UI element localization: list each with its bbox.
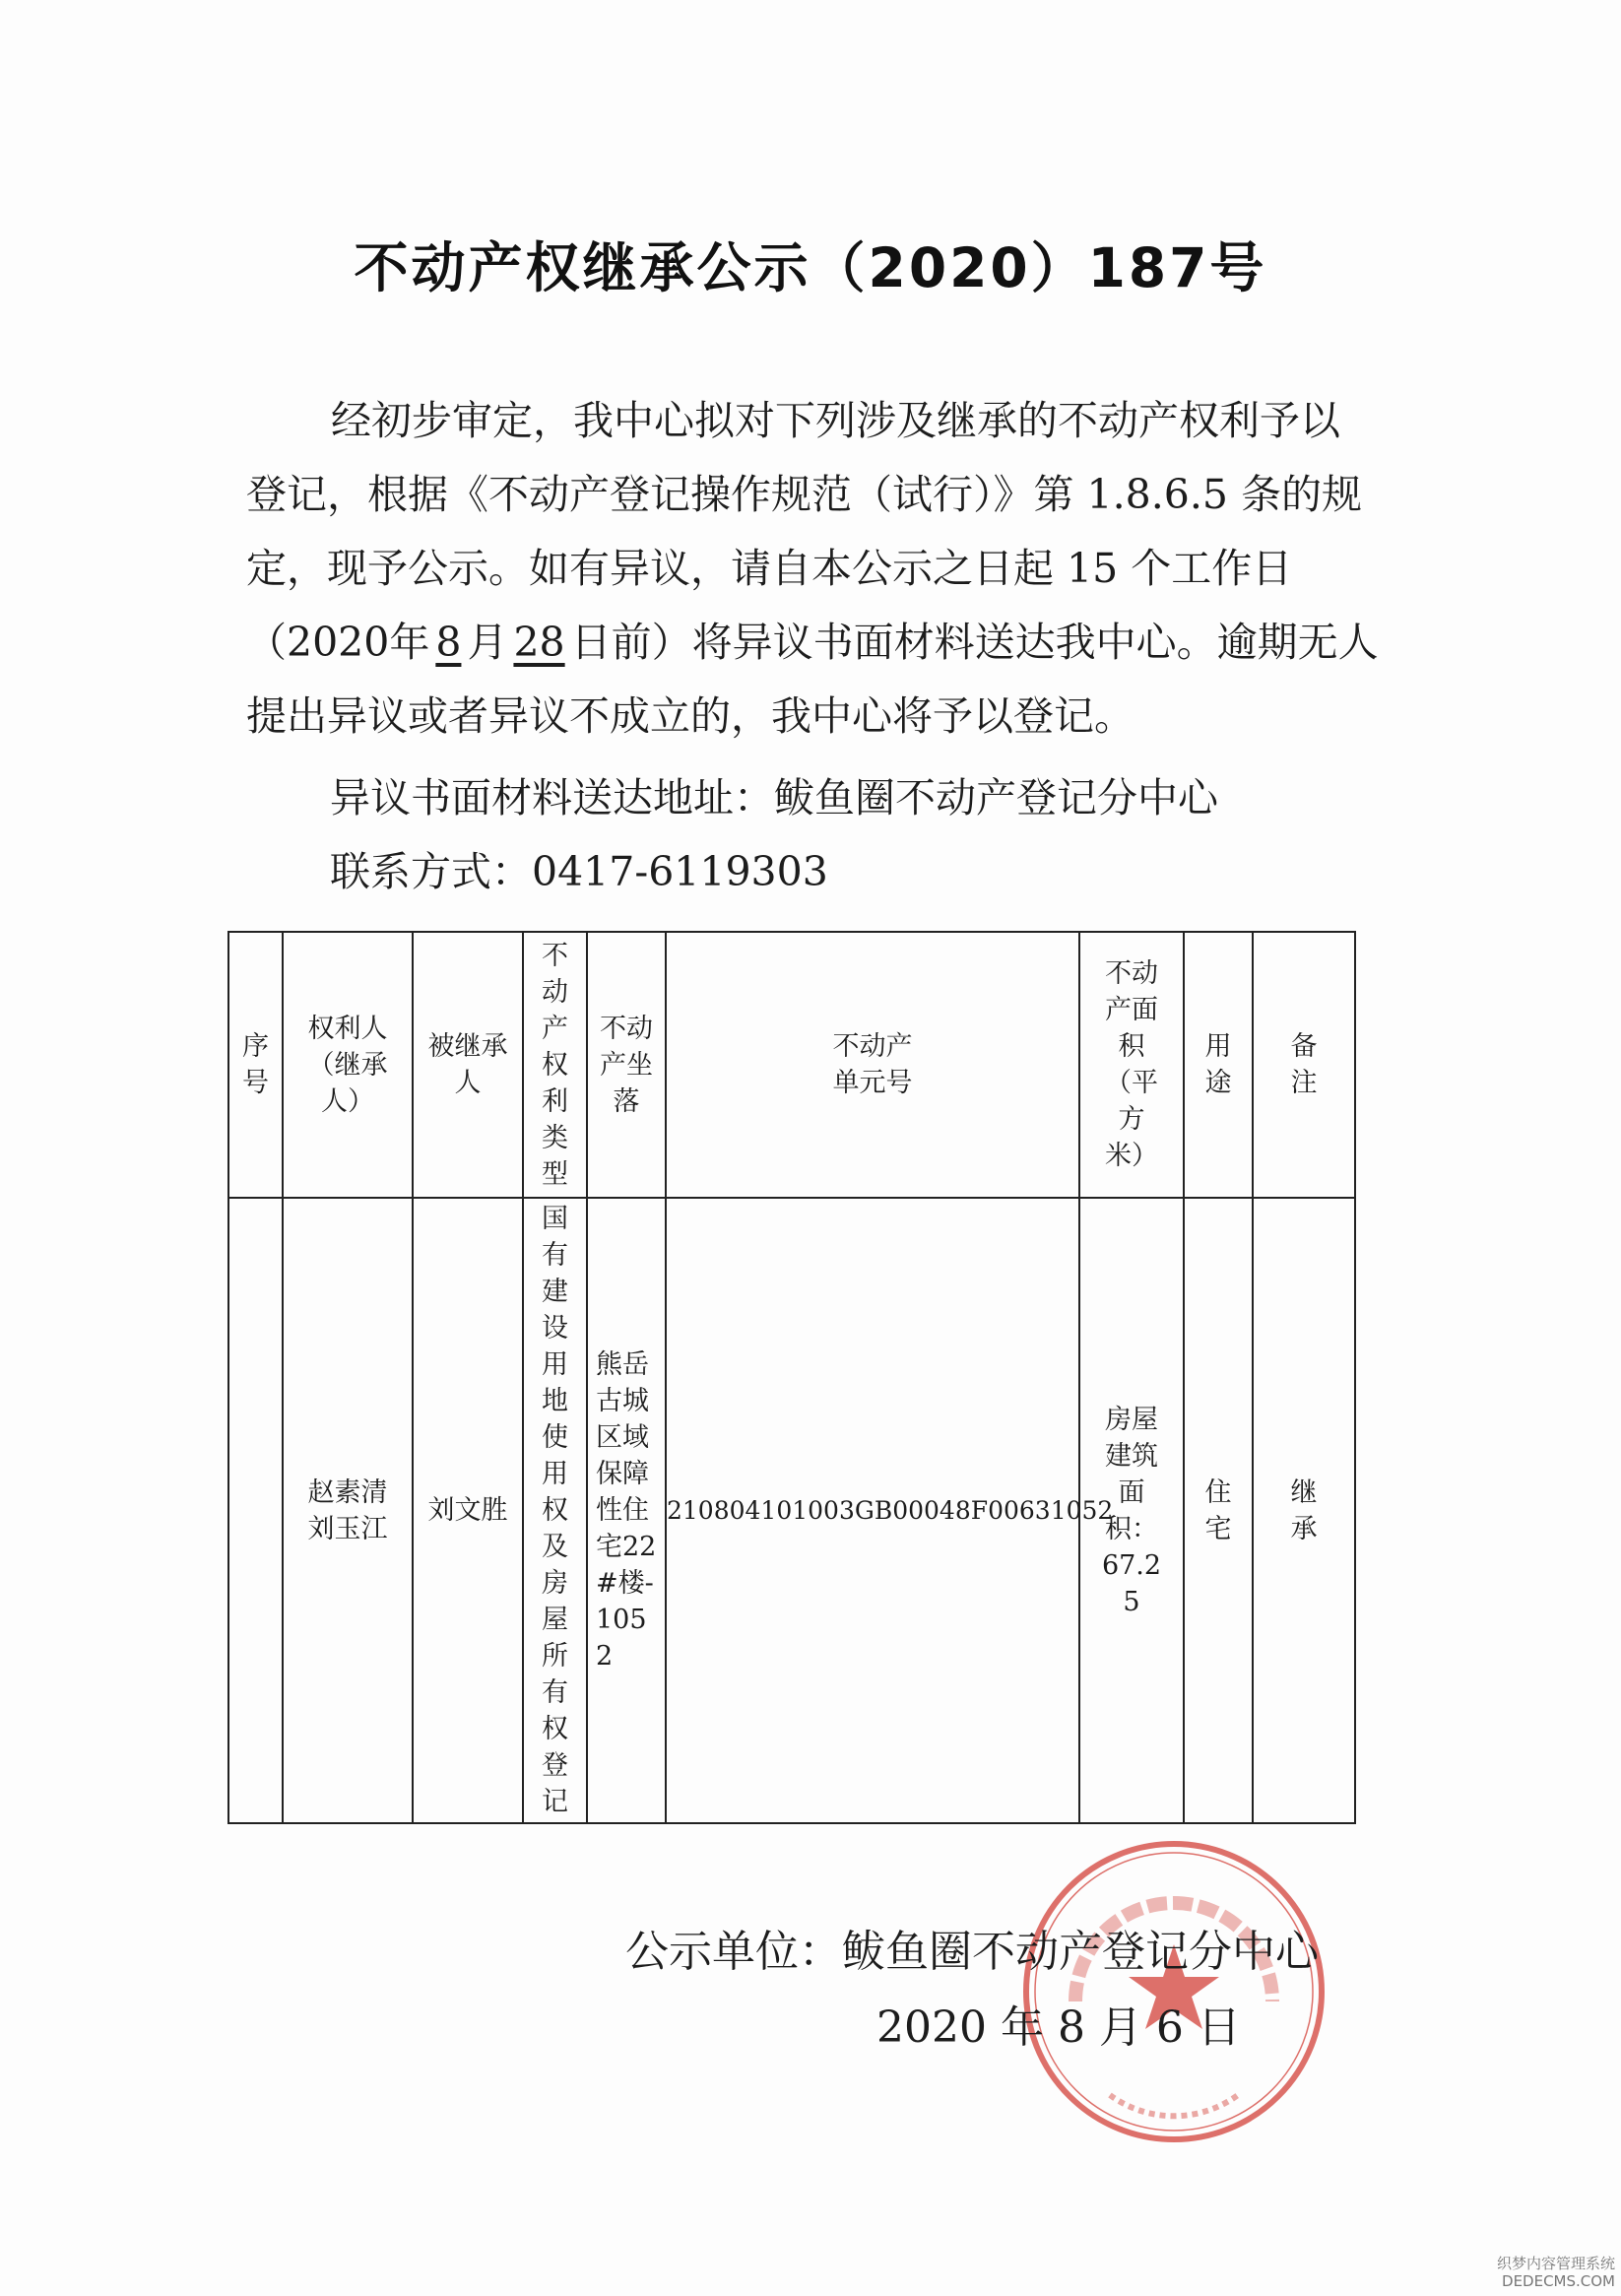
header-decedent: 被继承人 bbox=[413, 932, 523, 1198]
header-area: 不动产面积（平方米） bbox=[1079, 932, 1184, 1198]
header-holder: 权利人（继承人） bbox=[283, 932, 413, 1198]
header-location: 不动产坐落 bbox=[587, 932, 666, 1198]
property-table bbox=[227, 931, 1356, 1824]
watermark-line2: DEDECMS.COM bbox=[1502, 2272, 1615, 2290]
paragraph-text-part1: 经初步审定，我中心拟对下列涉及继承的不动产权利予以登记，根据《不动产登记操作规范（试行）》第 1.8.6.5 条的规定，现予公示。如有异议，请自本公示之日起 15 个工作日（2020年 bbox=[246, 397, 1363, 666]
table-header-row bbox=[228, 932, 1355, 1198]
paragraph-text-month-unit: 月 bbox=[467, 619, 508, 666]
cell-use: 住宅 bbox=[1184, 1198, 1253, 1823]
table-row bbox=[228, 1198, 1355, 1823]
header-right-type: 不动产权利类型 bbox=[523, 932, 587, 1198]
cell-remark: 继承 bbox=[1253, 1198, 1355, 1823]
cell-holder: 赵素清刘玉江 bbox=[283, 1198, 413, 1823]
deadline-day: 28 bbox=[513, 619, 565, 666]
cell-seq bbox=[228, 1198, 283, 1823]
notice-title: 不动产权继承公示（2020）187号 bbox=[354, 236, 1267, 299]
contact-line: 联系方式：0417-6119303 bbox=[330, 848, 828, 895]
watermark-line1: 织梦内容管理系统 bbox=[1496, 2255, 1615, 2272]
cell-right-type: 国有建设用地使用权及房屋所有权登记 bbox=[523, 1198, 587, 1823]
objection-address-line: 异议书面材料送达地址：鲅鱼圈不动产登记分中心 bbox=[330, 774, 1218, 821]
cell-decedent: 刘文胜 bbox=[413, 1198, 523, 1823]
cell-location: 熊岳古城区域保障性住宅22#楼-1052 bbox=[587, 1198, 666, 1823]
deadline-month: 8 bbox=[435, 619, 462, 666]
notice-paragraph bbox=[246, 384, 1379, 754]
cell-area: 房屋建筑面积：67.25 bbox=[1079, 1198, 1184, 1823]
header-seq: 序号 bbox=[228, 932, 283, 1198]
header-unit-no: 不动产单元号 bbox=[666, 932, 1079, 1198]
paragraph-text-part2: 日前）将异议书面材料送达我中心。逾期无人提出异议或者异议不成立的，我中心将予以登记。 bbox=[246, 619, 1379, 740]
header-use: 用途 bbox=[1184, 932, 1253, 1198]
site-watermark bbox=[1497, 2255, 1615, 2290]
issue-date: 2020 年 8 月 6 日 bbox=[876, 2002, 1241, 2053]
issuing-unit: 公示单位：鲅鱼圈不动产登记分中心 bbox=[625, 1927, 1319, 1977]
header-remark: 备注 bbox=[1253, 932, 1355, 1198]
cell-unit-no: 210804101003GB00048F00631052 bbox=[666, 1198, 1079, 1823]
